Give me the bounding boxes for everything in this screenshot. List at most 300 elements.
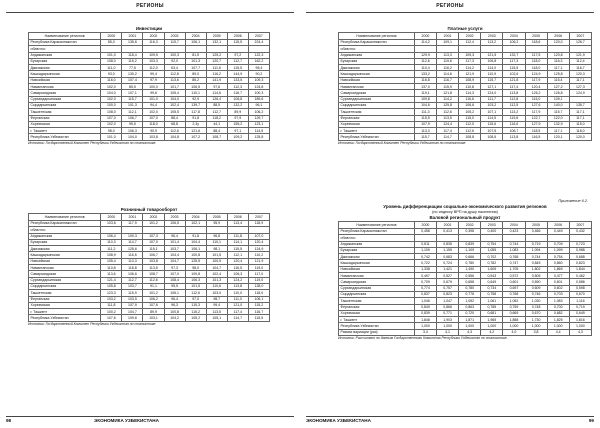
row-label: Сурхандарьинская (29, 96, 101, 102)
table-cell: 106,2 (143, 296, 164, 302)
row-label: Сырдарьинская (339, 102, 415, 108)
row-label: Ташкентская (339, 109, 415, 115)
table-cell: 88,4 (164, 115, 185, 121)
table-cell: 106,2 (503, 40, 525, 46)
row-label: Наманганская (339, 273, 415, 279)
table-cell: 1,000 (437, 323, 459, 329)
table-cell: 102,0 (143, 109, 164, 115)
table-cell: 101,5 (206, 252, 227, 258)
column-header-year: 2001 (122, 33, 143, 40)
table-cell: 99,4 (206, 302, 227, 308)
column-header-year: 2000 (101, 214, 122, 221)
table-cell: 0,681 (481, 310, 503, 316)
table-cell: 0,754 (481, 241, 503, 247)
row-label: Джизакская (29, 246, 101, 252)
row-label: Хорезмская (339, 121, 415, 127)
table-cell: 1,116 (569, 298, 591, 304)
table-cell: 121,8 (503, 77, 525, 83)
table-cell: 103,7 (122, 283, 143, 289)
row-label: Размах вариации (раз) (339, 329, 415, 335)
table-cell: 103,8 (143, 258, 164, 264)
table-cell: 0,688 (569, 254, 591, 260)
table-cell: 0,527 (437, 273, 459, 279)
column-header-year: 2007 (569, 33, 591, 40)
table-cell: 0,709 (414, 279, 436, 285)
table-cell: 0,666 (459, 254, 481, 260)
table-cell: 63,4 (164, 65, 185, 71)
table-cell: 111,0 (227, 296, 248, 302)
table-cell: 112,1 (122, 109, 143, 115)
column-header-year: 2005 (525, 33, 547, 40)
table-cell: 107,9 (414, 121, 436, 127)
table-cell: 0,744 (503, 241, 525, 247)
table-cell: 0,572 (503, 273, 525, 279)
row-label: Кашкадарьинская (339, 71, 415, 77)
table-cell: 0,719 (569, 304, 591, 310)
table-cell: 4,1 (437, 329, 459, 335)
row-label: Сырдарьинская (29, 102, 101, 108)
table-cell: 103,1 (143, 315, 164, 321)
table-cell: 106,1 (164, 290, 185, 296)
table-cell: 121,4 (101, 277, 122, 283)
table-cell: 112,6 (414, 58, 436, 64)
table-cell: 109,3 (459, 52, 481, 58)
row-label: Сырдарьинская (29, 283, 101, 289)
table-cell: 129,7 (248, 115, 269, 121)
table-cell: 113,5 (437, 115, 459, 121)
row-label: Ташкентская (339, 298, 415, 304)
table-cell: 132,9 (547, 121, 569, 127)
table-cell: 116,7 (437, 77, 459, 83)
column-header-year: 2005 (206, 33, 227, 40)
row-label: Сырдарьинская (339, 291, 415, 297)
table-cell: 106,6 (459, 102, 481, 108)
table-cell: 97,0 (185, 296, 206, 302)
table-source: Источник: Госдарственный Комитет Республики Узбекистан по статистике. (338, 140, 467, 145)
table-cell: 0,734 (481, 285, 503, 291)
table-cell: 109,6 (122, 315, 143, 321)
table-cell: 115,7 (547, 109, 569, 115)
table-title: Инвестиции (135, 26, 163, 31)
table-cell: 111,3 (414, 109, 436, 115)
table-cell: 110,9 (481, 71, 503, 77)
table-cell: 100,0 (143, 84, 164, 90)
table-cell: 112,8 (164, 71, 185, 77)
table-cell: 119,1 (414, 90, 436, 96)
table-cell: 104,0 (164, 96, 185, 102)
table-cell: 118,5 (525, 128, 547, 134)
table-cell: 0,679 (437, 279, 459, 285)
row-label: Наманганская (29, 84, 101, 90)
table-cell: 90,2 (248, 71, 269, 77)
table-cell: 0,697 (503, 285, 525, 291)
table-cell: 106,5 (164, 221, 185, 227)
data-table (28, 32, 270, 141)
table-cell: 108,0 (101, 58, 122, 64)
row-label: г. Ташкент (29, 309, 101, 315)
table-cell: 101,3 (206, 277, 227, 283)
table-cell: 1,848 (414, 317, 436, 323)
table-cell: 105,4 (164, 90, 185, 96)
column-header-year: 2003 (164, 33, 185, 40)
table-cell: 125,8 (437, 102, 459, 108)
row-label: Андижанская (29, 233, 101, 239)
row-label: Бухарская (339, 58, 415, 64)
table-cell: 115,5 (248, 315, 269, 321)
table-cell: 119,0 (248, 265, 269, 271)
table-cell: 124,2 (227, 277, 248, 283)
table-cell: 97,3 (164, 265, 185, 271)
running-head: РЕГИОНЫ (6, 3, 294, 13)
column-header-year: 2007 (569, 222, 591, 229)
table-cell: 115,7 (414, 134, 436, 140)
table-cell: 1,490 (459, 266, 481, 272)
page-number: 98 (6, 418, 12, 423)
table-cell: 1,094 (525, 247, 547, 253)
table-cell: 77,5 (122, 65, 143, 71)
table-cell: 118,0 (525, 58, 547, 64)
table-cell: 127,6 (525, 102, 547, 108)
table-cell: 0,658 (459, 279, 481, 285)
column-header-year: 2002 (459, 33, 481, 40)
row-label: Республика Каракалпакстан (29, 40, 101, 46)
table-cell: 118,0 (569, 128, 591, 134)
table-cell: 104,6 (414, 102, 436, 108)
row-label: Самаркандская (29, 90, 101, 96)
table-block-retail (28, 207, 270, 327)
table-cell: 0,746 (525, 291, 547, 297)
table-cell: 121,9 (459, 71, 481, 77)
table-cell: 0,758 (481, 291, 503, 297)
table-cell: 119,0 (248, 277, 269, 283)
table-cell: 114,2 (414, 40, 436, 46)
page-footer (6, 416, 294, 425)
table-cell: 116,7 (569, 65, 591, 71)
table-cell: 104,4 (185, 239, 206, 245)
table-cell: 114,0 (481, 65, 503, 71)
table-cell: 115,5 (503, 65, 525, 71)
row-label: Наманганская (29, 265, 101, 271)
table-cell: 100,0 (101, 102, 122, 108)
table-cell: 118,8 (122, 265, 143, 271)
table-cell: 106,1 (185, 246, 206, 252)
table-cell: 0,744 (525, 254, 547, 260)
table-cell: 112,6 (185, 290, 206, 296)
table-cell: 126,2 (525, 90, 547, 96)
table-title-2: Валовой региональный продукт (429, 215, 501, 220)
table-cell: 121,6 (185, 128, 206, 134)
table-cell: 0,398 (459, 229, 481, 235)
running-head: РЕГИОНЫ (306, 3, 594, 13)
table-cell: 103,2 (101, 296, 122, 302)
table-cell: 1,000 (459, 323, 481, 329)
table-cell: 0,835 (437, 241, 459, 247)
table-cell: 108,7 (143, 271, 164, 277)
table-cell: 0,988 (569, 247, 591, 253)
table-cell: 1,109 (459, 247, 481, 253)
table-cell: 107,6 (143, 302, 164, 308)
data-table (338, 32, 592, 141)
table-cell: 0,670 (569, 291, 591, 297)
row-label: Самаркандская (339, 279, 415, 285)
table-cell: 108,4 (164, 277, 185, 283)
table-cell: 88,5 (206, 102, 227, 108)
table-cell: 109,3 (122, 233, 143, 239)
table-cell: 106,8 (481, 58, 503, 64)
table-cell: 139,7 (185, 102, 206, 108)
table-cell: 115,0 (459, 115, 481, 121)
table-cell: 0,860 (547, 260, 569, 266)
table-cell: 106,3 (227, 271, 248, 277)
row-label: Республика Узбекистан (339, 323, 415, 329)
table-cell: 115,6 (481, 121, 503, 127)
column-header-year: 2006 (227, 33, 248, 40)
right-page (300, 0, 600, 428)
table-cell: 121,0 (227, 302, 248, 308)
table-cell: 107,1 (122, 90, 143, 96)
table-cell: 0,811 (414, 241, 436, 247)
table-cell: 110,8 (101, 265, 122, 271)
column-header-year: 2000 (414, 33, 436, 40)
table-cell: 106,6 (122, 271, 143, 277)
table-cell: 109,1 (437, 40, 459, 46)
table-cell: 0,423 (503, 229, 525, 235)
table-row (339, 329, 592, 335)
table-cell: 3,4 (414, 329, 436, 335)
table-cell: 1,871 (459, 317, 481, 323)
table-cell: 95,5 (122, 121, 143, 127)
table-cell: 114,1 (227, 239, 248, 245)
table-cell: 135,7 (569, 102, 591, 108)
table-cell: 0,863 (459, 304, 481, 310)
table-cell: 112,5 (503, 102, 525, 108)
journal-name: ЭКОНОМИКА УЗБЕКИСТАНА (94, 418, 159, 423)
table-cell: 97,2 (227, 52, 248, 58)
table-cell: 1,816 (569, 317, 591, 323)
table-cell: 44,1 (206, 121, 227, 127)
table-cell: 124,9 (525, 71, 547, 77)
table-cell: 1,030 (525, 298, 547, 304)
table-cell: 107,3 (143, 233, 164, 239)
row-label: Хорезмская (29, 121, 101, 127)
table-cell: 119,6 (437, 58, 459, 64)
table-source: Источник: Госдарственный Комитет Республики Узбекистан по статистике. (28, 321, 157, 326)
table-cell: 109,8 (414, 96, 436, 102)
table-cell: 115,5 (227, 40, 248, 46)
table-cell: 121,9 (569, 52, 591, 58)
table-cell: 92,9 (185, 96, 206, 102)
table-cell: 107,0 (248, 233, 269, 239)
table-cell: 115,9 (437, 84, 459, 90)
table-cell: 111,8 (101, 302, 122, 308)
table-cell: 0,768 (503, 254, 525, 260)
table-cell: 117,1 (569, 115, 591, 121)
table-cell: 115,1 (143, 246, 164, 252)
table-cell: 95,4 (248, 65, 269, 71)
table-cell: 1,000 (569, 323, 591, 329)
table-cell: 113,8 (503, 134, 525, 140)
table-cell: 0,866 (437, 304, 459, 310)
page-number: 99 (588, 418, 594, 423)
table-cell: 101,4 (164, 239, 185, 245)
table-cell: 117,1 (547, 65, 569, 71)
table-cell: 126,4 (206, 96, 227, 102)
table-cell: 116,2 (206, 71, 227, 77)
table-cell: 1,046 (414, 298, 436, 304)
table-cell: 119,6 (503, 115, 525, 121)
table-cell: 98,0 (101, 128, 122, 134)
row-label: г. Ташкент (29, 128, 101, 134)
table-cell: 107,4 (122, 77, 143, 83)
table-cell: 100,8 (185, 252, 206, 258)
table-cell: 0,458 (414, 229, 436, 235)
table-cell: 0,724 (437, 260, 459, 266)
column-header-year: 2002 (459, 222, 481, 229)
table-cell: 123,3 (101, 290, 122, 296)
table-cell: 120,4 (227, 258, 248, 264)
table-cell: 117,1 (547, 128, 569, 134)
table-cell: 117,9 (525, 77, 547, 83)
table-cell: 126,8 (547, 90, 569, 96)
table-cell: 124,4 (437, 121, 459, 127)
table-cell: 125,6 (122, 246, 143, 252)
row-label: области: (29, 227, 101, 233)
row-label: Джизакская (339, 254, 415, 260)
row-label: Ферганская (339, 115, 415, 121)
table-row (339, 134, 592, 140)
table-cell: 120,4 (525, 84, 547, 90)
table-cell: 121,8 (437, 90, 459, 96)
table-cell: 115,5 (227, 65, 248, 71)
table-cell: 0,776 (459, 291, 481, 297)
table-cell: 90,9 (143, 128, 164, 134)
table-cell: 101,2 (143, 221, 164, 227)
table-cell: 111,8 (227, 233, 248, 239)
table-cell: 0,709 (547, 241, 569, 247)
table-cell: 120,0 (547, 40, 569, 46)
row-label: Ташкентская (29, 290, 101, 296)
table-cell: 0,683 (437, 254, 459, 260)
table-cell: 101,3 (185, 58, 206, 64)
table-cell: 117,4 (227, 309, 248, 315)
table-cell: 133,5 (227, 77, 248, 83)
table-cell: 0,768 (503, 291, 525, 297)
table-cell: 118,0 (143, 121, 164, 127)
table-cell: 0,449 (547, 229, 569, 235)
table-cell: 116,5 (525, 134, 547, 140)
table-cell: 99,4 (143, 71, 164, 77)
row-label: Республика Узбекистан (29, 134, 101, 140)
table-cell: 120,4 (248, 239, 269, 245)
table-cell: 114,6 (437, 71, 459, 77)
table-cell: 1,055 (481, 247, 503, 253)
table-cell: 96,3 (164, 302, 185, 308)
table-subtitle: (по индексу ВРП на душу населения) (432, 210, 498, 214)
table-cell: 118,2 (206, 115, 227, 121)
table-cell: 108,9 (101, 252, 122, 258)
table-cell: 113,2 (503, 109, 525, 115)
column-header-year: 2001 (122, 214, 143, 221)
row-label: Хорезмская (339, 310, 415, 316)
table-cell: 1,903 (437, 317, 459, 323)
table-cell: 1,083 (547, 298, 569, 304)
table-cell: 102,4 (206, 271, 227, 277)
table-cell: 0,601 (503, 279, 525, 285)
table-cell: 106,7 (503, 128, 525, 134)
table-cell: 111,0 (101, 65, 122, 71)
column-header-region: Наименование регионов (339, 33, 415, 40)
column-header-year: 2004 (185, 214, 206, 221)
table-cell: 0,823 (569, 260, 591, 266)
table-cell: 4,3 (459, 329, 481, 335)
column-header-year: 2003 (481, 33, 503, 40)
table-cell: 0,742 (414, 254, 436, 260)
table-cell: 68,8 (164, 121, 185, 127)
column-header-year: 2003 (164, 214, 185, 221)
table-cell: 0,782 (481, 260, 503, 266)
column-header-year: 2007 (248, 214, 269, 221)
table-cell: 0,466 (525, 229, 547, 235)
table-cell: 0,543 (481, 273, 503, 279)
column-header-year: 2007 (248, 33, 269, 40)
column-header-year: 2005 (206, 214, 227, 221)
table-cell: 125,8 (547, 71, 569, 77)
table-cell: 112,6 (459, 128, 481, 134)
row-label: Ташкентская (29, 109, 101, 115)
table-cell: 132,1 (206, 40, 227, 46)
table-cell: 117,4 (503, 84, 525, 90)
table-cell: 0,720 (459, 310, 481, 316)
table-cell: 110,1 (206, 239, 227, 245)
table-cell: 103,7 (164, 246, 185, 252)
table-cell: 125,2 (206, 52, 227, 58)
table-cell: 104,0 (101, 90, 122, 96)
column-header-year: 2006 (227, 214, 248, 221)
table-cell: 122,3 (248, 52, 269, 58)
table-cell: 114,7 (437, 134, 459, 140)
table-block-paid-services (338, 26, 592, 146)
table-cell: 91,8 (185, 233, 206, 239)
appendix-caption: Приложение 6.2. (558, 199, 588, 203)
column-header-region: Наименование регионов (339, 222, 415, 229)
table-cell: 1,000 (503, 323, 525, 329)
table-cell: 105,4 (101, 258, 122, 264)
table-cell: 1,869 (547, 266, 569, 272)
table-cell: 0,556 (459, 273, 481, 279)
column-header-region: Наименование регионов (29, 214, 101, 221)
table-cell: 0,462 (569, 273, 591, 279)
table-cell: 0,774 (414, 285, 436, 291)
column-header-year: 2000 (101, 33, 122, 40)
row-label: Наманганская (339, 84, 415, 90)
table-cell: 122,0 (547, 115, 569, 121)
data-table (28, 213, 270, 322)
table-cell: 122,7 (525, 115, 547, 121)
table-cell: 85,5 (122, 84, 143, 90)
table-cell: 103,6 (101, 221, 122, 227)
table-cell: 96,8 (206, 233, 227, 239)
row-label: Андижанская (339, 52, 415, 58)
row-label: области: (29, 46, 101, 52)
table-cell: 112,0 (143, 65, 164, 71)
row-label: Бухарская (29, 239, 101, 245)
table-cell: 1,109 (414, 247, 436, 253)
table-cell: 0,602 (547, 285, 569, 291)
table-cell: 117,9 (122, 221, 143, 227)
table-cell: 115,7 (481, 77, 503, 83)
row-label: Республика Каракалпакстан (339, 40, 415, 46)
table-cell: 116,3 (143, 40, 164, 46)
